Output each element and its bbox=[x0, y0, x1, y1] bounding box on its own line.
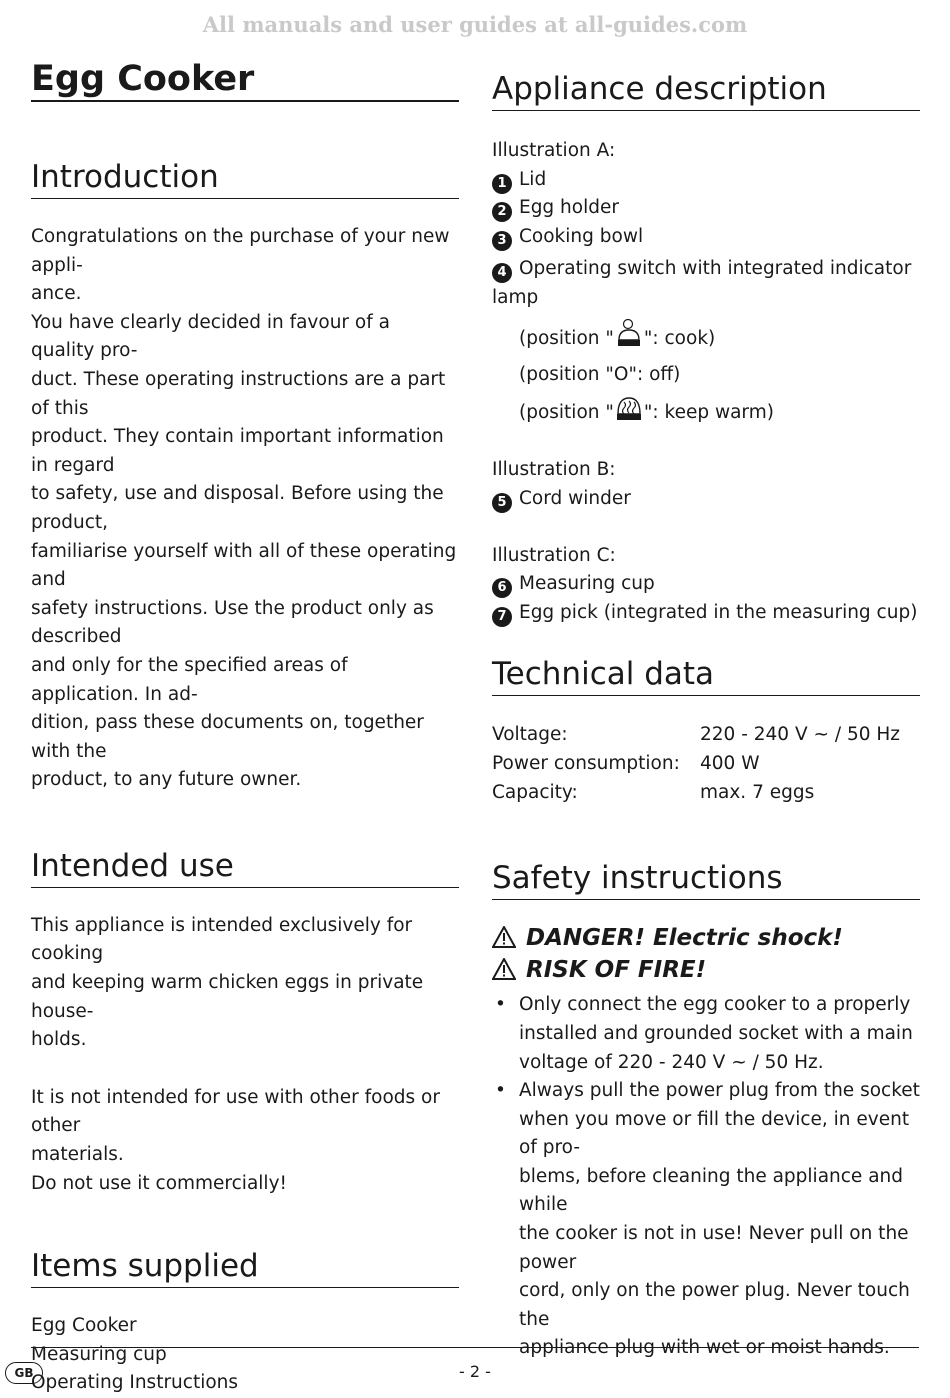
position-text: ": keep warm) bbox=[643, 401, 774, 423]
list-item bbox=[492, 166, 920, 195]
intended-use-line: and keeping warm chicken eggs in private house- bbox=[31, 972, 424, 1022]
danger-text: RISK OF FIRE! bbox=[526, 957, 707, 984]
list-item: Egg Cooker bbox=[31, 1315, 137, 1337]
part-label: Measuring cup bbox=[519, 573, 655, 595]
bullet-line: blems, before cleaning the appliance and while bbox=[519, 1165, 903, 1216]
footer-divider bbox=[31, 1347, 919, 1348]
intro-line: product, to any future owner. bbox=[31, 769, 302, 791]
warning-triangle-icon bbox=[492, 926, 518, 956]
number-3-icon: 3 bbox=[492, 231, 512, 251]
bullet-line: installed and grounded socket with a main bbox=[519, 1022, 913, 1044]
part-label: Cooking bowl bbox=[519, 225, 644, 247]
bullet-line: when you move or fill the device, in event of pro- bbox=[519, 1108, 910, 1159]
language-badge: GB bbox=[5, 1362, 43, 1384]
document-title: Egg Cooker bbox=[31, 58, 459, 102]
list-item bbox=[492, 223, 920, 252]
spec-value: 220 - 240 V ~ / 50 Hz bbox=[700, 724, 901, 746]
intro-line: ance. bbox=[31, 283, 82, 305]
part-label: Operating switch with integrated indicator lamp bbox=[492, 258, 912, 308]
bullet-item bbox=[492, 1077, 920, 1363]
intro-line: familiarise yourself with all of these operating and bbox=[31, 540, 457, 591]
table-row bbox=[492, 778, 920, 807]
introduction-body bbox=[31, 223, 459, 795]
safety-bullets bbox=[492, 991, 920, 1363]
table-row bbox=[492, 749, 920, 778]
list-item bbox=[492, 570, 920, 599]
intended-use-line: This appliance is intended exclusively for cooking bbox=[31, 914, 413, 965]
part-label: Egg holder bbox=[519, 197, 619, 219]
bullet-line: voltage of 220 - 240 V ~ / 50 Hz. bbox=[519, 1051, 824, 1073]
intro-line: dition, pass these documents on, together with the bbox=[31, 712, 424, 762]
position-text: (position " bbox=[519, 401, 614, 423]
danger-electric-shock bbox=[492, 924, 920, 956]
page-number: - 2 - bbox=[459, 1362, 491, 1381]
number-2-icon: 2 bbox=[492, 202, 512, 222]
bullet-line: cord, only on the power plug. Never touch the bbox=[519, 1280, 910, 1330]
intended-use-heading: Intended use bbox=[31, 847, 459, 888]
items-supplied-list bbox=[31, 1312, 459, 1398]
position-off: (position "O": off) bbox=[519, 364, 681, 386]
list-item bbox=[492, 255, 920, 312]
table-row bbox=[492, 720, 920, 749]
position-text: ": cook) bbox=[643, 327, 716, 349]
spec-key: Voltage: bbox=[492, 724, 568, 746]
list-item: Operating Instructions bbox=[31, 1372, 239, 1394]
bullet-line: • Only connect the egg cooker to a properly bbox=[519, 994, 911, 1016]
list-item: Measuring cup bbox=[31, 1343, 167, 1365]
left-column bbox=[31, 58, 459, 1398]
right-column bbox=[492, 58, 920, 1363]
illustration-b-label: Illustration B: bbox=[492, 459, 616, 481]
spec-value: max. 7 eggs bbox=[700, 782, 815, 804]
illustration-c-label: Illustration C: bbox=[492, 544, 616, 566]
position-text: (position " bbox=[519, 327, 614, 349]
part-label: Egg pick (integrated in the measuring cup) bbox=[519, 601, 918, 623]
part-label: Lid bbox=[519, 168, 547, 190]
safety-instructions-heading: Safety instructions bbox=[492, 859, 920, 900]
intro-line: safety instructions. Use the product only as described bbox=[31, 597, 434, 648]
part-label: Cord winder bbox=[519, 487, 631, 509]
number-1-icon: 1 bbox=[492, 174, 512, 194]
bullet-line: the cooker is not in use! Never pull on the power bbox=[519, 1223, 909, 1273]
spec-key: Capacity: bbox=[492, 782, 578, 804]
position-cook bbox=[492, 318, 920, 358]
position-warm bbox=[492, 394, 920, 432]
list-item bbox=[492, 599, 920, 628]
appliance-description-body bbox=[492, 137, 920, 627]
technical-data-heading: Technical data bbox=[492, 655, 920, 696]
number-4-icon: 4 bbox=[492, 263, 512, 283]
danger-risk-of-fire bbox=[492, 956, 920, 988]
safety-body bbox=[492, 924, 920, 1363]
number-7-icon: 7 bbox=[492, 607, 512, 627]
list-item bbox=[492, 485, 920, 514]
intro-line: Congratulations on the purchase of your new appli- bbox=[31, 226, 450, 276]
intended-use-line: It is not intended for use with other foods or other bbox=[31, 1086, 440, 1137]
list-item bbox=[492, 194, 920, 223]
bullet-line: appliance plug with wet or moist hands. bbox=[519, 1337, 890, 1359]
spec-key: Power consumption: bbox=[492, 753, 680, 775]
intro-line: and only for the specified areas of application. In ad- bbox=[31, 654, 348, 705]
intro-line: duct. These operating instructions are a part of this bbox=[31, 368, 446, 419]
intended-use-line: holds. bbox=[31, 1029, 87, 1051]
intended-use-line: Do not use it commercially! bbox=[31, 1172, 287, 1194]
intro-line: to safety, use and disposal. Before using the product, bbox=[31, 483, 444, 533]
number-6-icon: 6 bbox=[492, 578, 512, 598]
intro-line: You have clearly decided in favour of a quality pro- bbox=[31, 311, 390, 362]
items-supplied-heading: Items supplied bbox=[31, 1247, 459, 1288]
intended-use-line: materials. bbox=[31, 1144, 124, 1166]
cook-symbol-icon bbox=[614, 318, 644, 358]
technical-data-table bbox=[492, 720, 920, 807]
bullet-item bbox=[492, 991, 920, 1077]
warning-triangle-icon bbox=[492, 958, 518, 988]
appliance-description-heading: Appliance description bbox=[492, 70, 920, 111]
keep-warm-symbol-icon bbox=[614, 394, 644, 432]
spec-value: 400 W bbox=[700, 753, 760, 775]
number-5-icon: 5 bbox=[492, 493, 512, 513]
watermark: All manuals and user guides at all-guides.com bbox=[202, 12, 748, 37]
intended-use-body bbox=[31, 912, 459, 1198]
illustration-a-label: Illustration A: bbox=[492, 140, 616, 161]
danger-text: DANGER! Electric shock! bbox=[526, 925, 843, 952]
intro-line: product. They contain important information in regard bbox=[31, 426, 444, 476]
introduction-heading: Introduction bbox=[31, 158, 459, 199]
bullet-line: • Always pull the power plug from the socket bbox=[519, 1080, 920, 1102]
